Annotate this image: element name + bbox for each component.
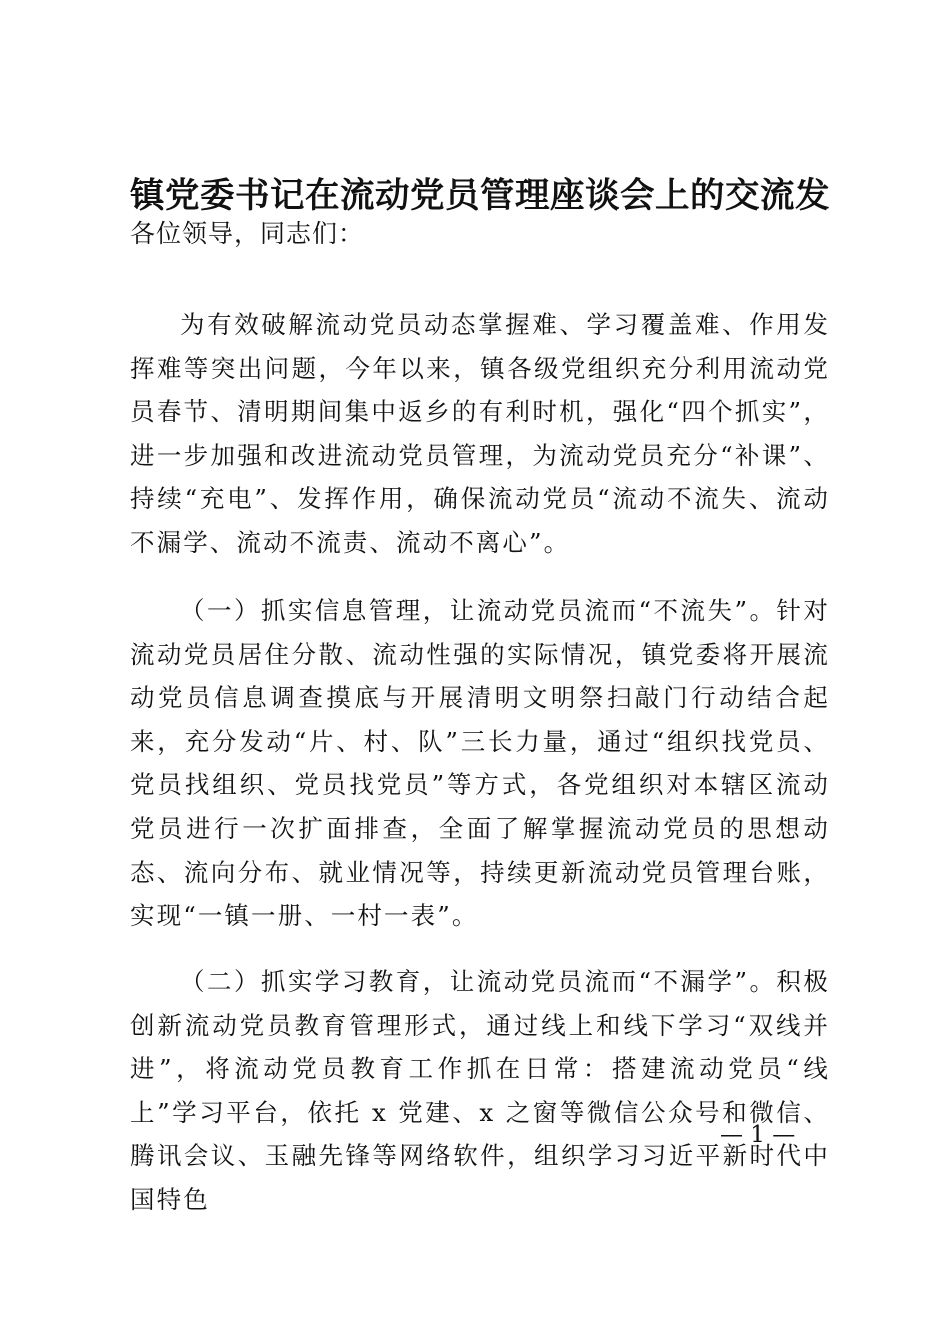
salutation: 各位领导，同志们： <box>130 219 365 248</box>
document-title: 镇党委书记在流动党员管理座谈会上的交流发 <box>130 176 830 216</box>
page-number: — 1 — <box>720 1122 796 1148</box>
paragraph-section-1: （一）抓实信息管理，让流动党员流而“不流失”。针对流动党员居住分散、流动性强的实际情况，镇党委将开展流动党员信息调查摸底与开展清明文明祭扫敲门行动结合起来，充分发动“片、村、队”三长力量，通过“组织找党员、党员找组织、党员找党员”等方式，各党组织对本辖区流动党员进行一次扩面排查，全面了解掌握流动党员的思想动态、流向分布、就业情况等，持续更新流动党员管理台账，实现“一镇一册、一村一表”。 <box>130 596 830 931</box>
paragraph-section-2: （二）抓实学习教育，让流动党员流而“不漏学”。积极创新流动党员教育管理形式，通过线上和线下学习“双线并进”，将流动党员教育工作抓在日常：搭建流动党员“线上”学习平台，依托 x 党建、x 之窗等微信公众号和微信、腾讯会议、玉融先锋等网络软件，组织学习习近平新时代中国特色 <box>130 967 830 1214</box>
paragraph-intro: 为有效破解流动党员动态掌握难、学习覆盖难、作用发挥难等突出问题，今年以来，镇各级党组织充分利用流动党员春节、清明期间集中返乡的有利时机，强化“四个抓实”，进一步加强和改进流动党员管理，为流动党员充分“补课”、持续“充电”、发挥作用，确保流动党员“流动不流失、流动不漏学、流动不流责、流动不离心”。 <box>130 310 830 557</box>
